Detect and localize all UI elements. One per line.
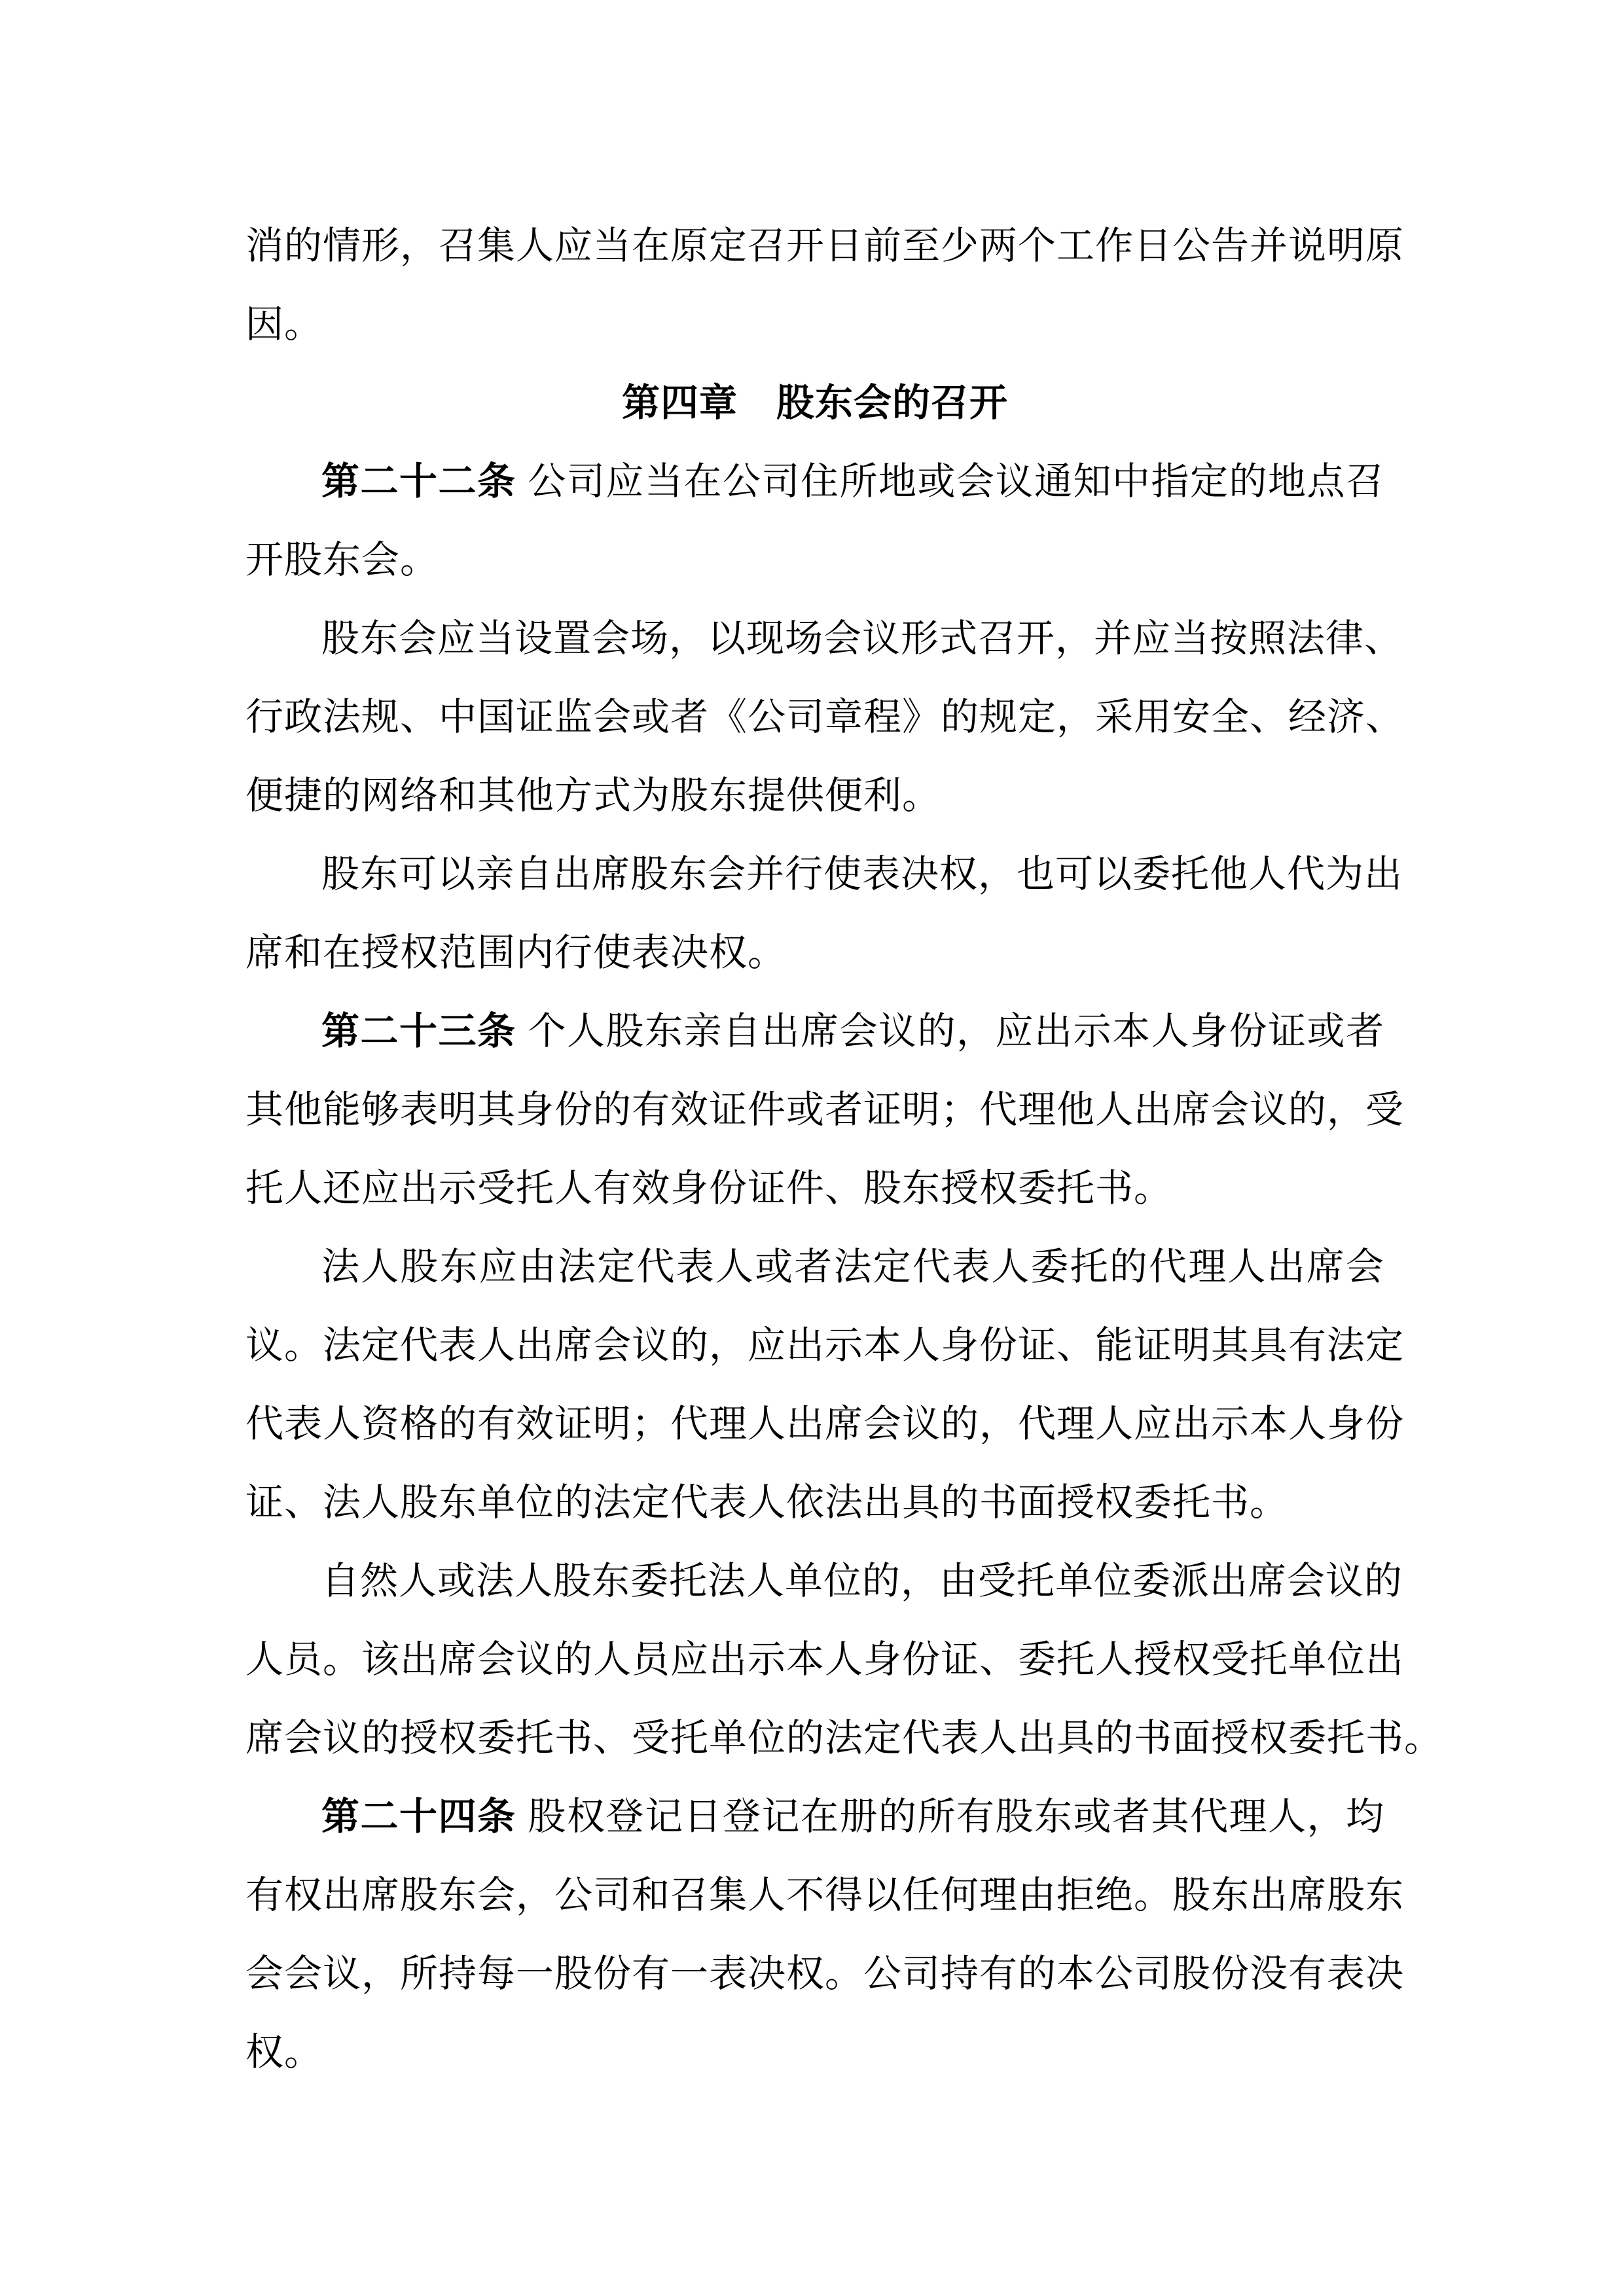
paragraph-line: 其他能够表明其身份的有效证件或者证明；代理他人出席会议的，受	[245, 1087, 1405, 1132]
article-22-line-1	[321, 455, 1384, 507]
article-23-line-1	[321, 1005, 1384, 1057]
paragraph-line: 人员。该出席会议的人员应出示本人身份证、委托人授权受托单位出	[245, 1637, 1405, 1681]
paragraph-line: 开股东会。	[245, 537, 439, 582]
paragraph-line: 有权出席股东会，公司和召集人不得以任何理由拒绝。股东出席股东	[245, 1873, 1405, 1917]
paragraph-line: 证、法人股东单位的法定代表人依法出具的书面授权委托书。	[245, 1480, 1289, 1524]
paragraph-line: 消的情形，召集人应当在原定召开日前至少两个工作日公告并说明原	[245, 223, 1405, 268]
chapter-title: 第四章 股东会的召开	[621, 380, 1008, 425]
article-text: 公司应当在公司住所地或会议通知中指定的地点召	[528, 459, 1384, 503]
paragraph-line: 席和在授权范围内行使表决权。	[245, 930, 787, 975]
paragraph-line: 法人股东应由法定代表人或者法定代表人委托的代理人出席会	[321, 1244, 1384, 1289]
paragraph-line: 席会议的授权委托书、受托单位的法定代表人出具的书面授权委托书。	[245, 1715, 1443, 1760]
paragraph-line: 托人还应出示受托人有效身份证件、股东授权委托书。	[245, 1166, 1173, 1210]
article-number: 第二十四条	[321, 1794, 516, 1839]
paragraph-line: 便捷的网络和其他方式为股东提供便利。	[245, 773, 941, 817]
paragraph-line: 自然人或法人股东委托法人单位的，由受托单位委派出席会议的	[321, 1558, 1403, 1603]
paragraph-line: 权。	[245, 2030, 323, 2074]
article-number: 第二十二条	[321, 459, 516, 503]
paragraph-line: 代表人资格的有效证明；代理人出席会议的，代理人应出示本人身份	[245, 1401, 1405, 1446]
paragraph-line: 因。	[245, 302, 323, 346]
paragraph-line: 股东会应当设置会场，以现场会议形式召开，并应当按照法律、	[321, 616, 1403, 660]
paragraph-line: 会会议，所持每一股份有一表决权。公司持有的本公司股份没有表决	[245, 1951, 1405, 1996]
article-text: 股权登记日登记在册的所有股东或者其代理人，均	[528, 1794, 1384, 1839]
paragraph-line: 议。法定代表人出席会议的，应出示本人身份证、能证明其具有法定	[245, 1323, 1405, 1367]
paragraph-line: 股东可以亲自出席股东会并行使表决权，也可以委托他人代为出	[321, 852, 1403, 896]
article-24-line-1	[321, 1790, 1384, 1842]
article-number: 第二十三条	[321, 1009, 516, 1053]
article-text: 个人股东亲自出席会议的，应出示本人身份证或者	[528, 1009, 1384, 1053]
paragraph-line: 行政法规、中国证监会或者《公司章程》的规定，采用安全、经济、	[245, 694, 1405, 739]
